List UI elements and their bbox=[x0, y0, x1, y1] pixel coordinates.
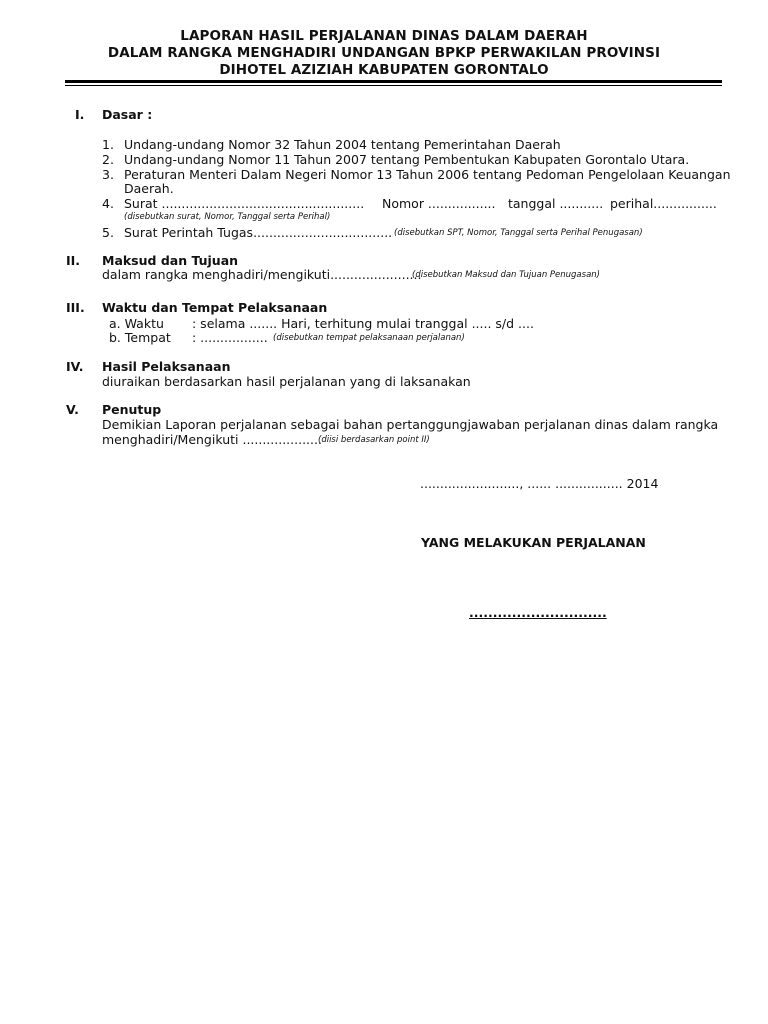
dasar-item-5-note: (disebutkan SPT, Nomor, Tanggal serta Perihal Penugasan) bbox=[394, 228, 643, 238]
section-4-title: Hasil Pelaksanaan bbox=[102, 359, 231, 374]
dasar-item-2-text: Undang-undang Nomor 11 Tahun 2007 tentang Pembentukan Kabupaten Gorontalo Utara. bbox=[124, 152, 690, 167]
signature-role: YANG MELAKUKAN PERJALANAN bbox=[421, 535, 646, 550]
section-4-text: diuraikan berdasarkan hasil perjalanan yang di laksanakan bbox=[102, 374, 471, 389]
section-4-number: IV. bbox=[66, 359, 84, 374]
dasar-item-3-number: 3. bbox=[102, 167, 114, 182]
signature-name: ............................. bbox=[469, 605, 607, 620]
section-1-title: Dasar : bbox=[102, 107, 153, 122]
report-title-line1: LAPORAN HASIL PERJALANAN DINAS DALAM DAERAH bbox=[180, 28, 588, 44]
dasar-item-5-number: 5. bbox=[102, 225, 114, 240]
dasar-item-4-nomor: Nomor ................. bbox=[382, 196, 496, 211]
section-5-note: (diisi berdasarkan point II) bbox=[318, 435, 430, 445]
tempat-label: b. Tempat bbox=[109, 330, 171, 345]
dasar-item-1-text: Undang-undang Nomor 32 Tahun 2004 tentang Pemerintahan Daerah bbox=[124, 137, 561, 152]
header-rule-thin bbox=[65, 85, 722, 86]
dasar-item-4-note: (disebutkan surat, Nomor, Tanggal serta Perihal) bbox=[124, 212, 331, 222]
dasar-item-1-number: 1. bbox=[102, 137, 114, 152]
tempat-value: : ................. bbox=[192, 330, 268, 345]
dasar-item-4-surat: Surat ................................................... bbox=[124, 196, 365, 211]
dasar-item-3-text: Peraturan Menteri Dalam Negeri Nomor 13 Tahun 2006 tentang Pedoman Pengelolaan Keuangan bbox=[124, 167, 731, 182]
tempat-note: (disebutkan tempat pelaksanaan perjalanan) bbox=[273, 333, 465, 343]
signature-date: ........................., ...... ................. 2014 bbox=[420, 476, 659, 491]
dasar-item-4-tanggal: tanggal ........... bbox=[508, 196, 604, 211]
section-3-title: Waktu dan Tempat Pelaksanaan bbox=[102, 300, 328, 315]
dasar-item-4-number: 4. bbox=[102, 196, 114, 211]
section-5-text-line1: Demikian Laporan perjalanan sebagai bahan pertanggungjawaban perjalanan dinas dalam rangka bbox=[102, 417, 719, 432]
section-5-number: V. bbox=[66, 402, 79, 417]
section-2-number: II. bbox=[66, 253, 81, 268]
section-5-title: Penutup bbox=[102, 402, 162, 417]
report-title-line3: DIHOTEL AZIZIAH KABUPATEN GORONTALO bbox=[219, 62, 549, 78]
section-3-number: III. bbox=[66, 300, 85, 315]
dasar-item-3-text-continued: Daerah. bbox=[124, 181, 174, 196]
dasar-item-4-perihal: perihal................ bbox=[610, 196, 717, 211]
waktu-label: a. Waktu bbox=[109, 316, 164, 331]
header-rule-thick bbox=[65, 80, 722, 83]
section-2-title: Maksud dan Tujuan bbox=[102, 253, 239, 268]
section-5-text-line2: menghadiri/Mengikuti .................... bbox=[102, 432, 322, 447]
report-title-line2: DALAM RANGKA MENGHADIRI UNDANGAN BPKP PERWAKILAN PROVINSI bbox=[107, 45, 661, 61]
section-2-text: dalam rangka menghadiri/mengikuti....................... bbox=[102, 267, 422, 282]
section-2-note: (disebutkan Maksud dan Tujuan Penugasan) bbox=[412, 270, 600, 280]
dasar-item-2-number: 2. bbox=[102, 152, 114, 167]
waktu-value: : selama ....... Hari, terhitung mulai tranggal ..... s/d .... bbox=[192, 316, 534, 331]
dasar-item-5-text: Surat Perintah Tugas................................... bbox=[124, 225, 393, 240]
section-1-number: I. bbox=[75, 107, 85, 122]
